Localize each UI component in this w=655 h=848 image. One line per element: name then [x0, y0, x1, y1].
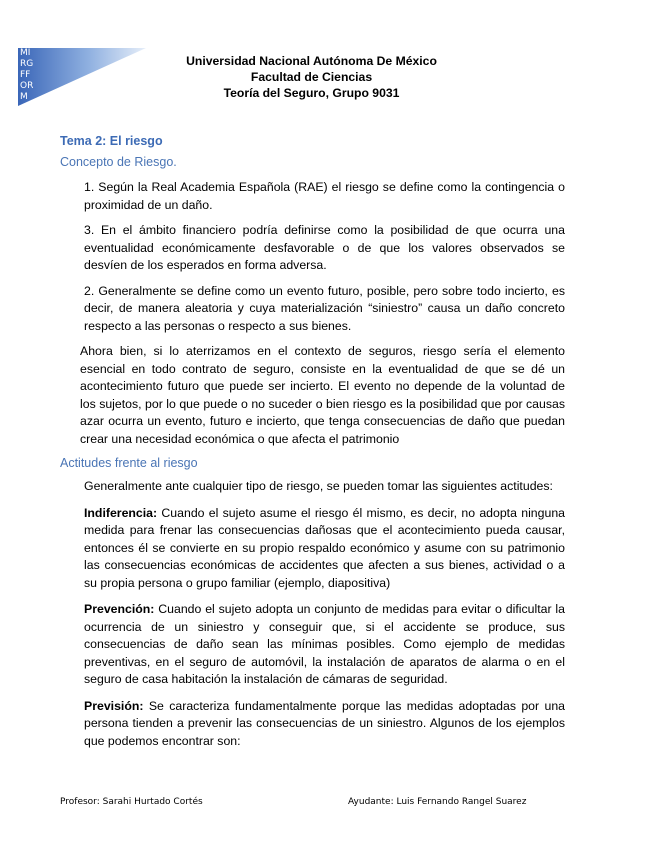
definition-item: 3. En el ámbito financiero podría definirse como la posibilidad de que ocurra una eventualidad económicamente desfavorable o de que los valores observados se desvíen de los esperados en forma adversa.: [84, 223, 565, 272]
attitudes-intro: Generalmente ante cualquier tipo de riesgo, se pueden tomar las siguientes actitudes:: [84, 479, 553, 493]
definition-item: 1. Según la Real Academia Española (RAE) el riesgo se define como la contingencia o proximidad de un daño.: [84, 180, 565, 212]
course-name: Teoría del Seguro, Grupo 9031: [223, 86, 400, 100]
logo-line: OR: [20, 81, 34, 91]
logo-line: M: [20, 92, 28, 102]
attitude-text: Cuando el sujeto adopta un conjunto de medidas para evitar o dificultar la ocurrencia de un siniestro y conseguir que, si el accidente se produce, sus consecuencias de daño sean las mínimas posibles. Como ejemplo de medidas preventivas, en el seguro de automóvil, la instalación de aparatos de alarma o en el seguro de casa habitación la instalación de cámaras de seguridad.: [84, 602, 565, 686]
attitude-text: Cuando el sujeto asume el riesgo él mismo, es decir, no adopta ninguna medida para frenar las consecuencias dañosas que el acontecimiento pueda causar, entonces él se convierte en su propio respaldo económico y asume con su patrimonio las consecuencias económicas de accidentes que afecten a sus bienes, actividad o a su propia persona o grupo familiar (ejemplo, diapositiva): [84, 505, 565, 590]
logo-line: RG: [20, 59, 34, 69]
footer-professor: Profesor: Sarahi Hurtado Cortés: [60, 797, 203, 807]
university-name: Universidad Nacional Autónoma De México: [186, 54, 437, 68]
attitude-indifference: [84, 505, 565, 593]
attitude-term: Indiferencia:: [84, 505, 158, 520]
attitude-text: Se caracteriza fundamentalmente porque las medidas adoptadas por una persona tienden a prevenir las consecuencias de un siniestro. Algunos de los ejemplos que podemos encontrar son:: [84, 698, 565, 748]
attitude-term: Prevención:: [84, 602, 155, 616]
document-header: [0, 53, 655, 101]
footer-assistant: Ayudante: Luis Fernando Rangel Suarez: [348, 797, 527, 807]
attitude-term: Previsión:: [84, 698, 144, 713]
logo-line: MI: [20, 48, 31, 58]
logo-line: FF: [20, 70, 31, 80]
topic-title: Tema 2: El riesgo: [60, 134, 163, 148]
insurance-context-paragraph: Ahora bien, si lo aterrizamos en el contexto de seguros, riesgo sería el elemento esencial en todo contrato de seguro, consiste en la eventualidad de que se dé un acontecimiento futuro que puede ser incierto. El evento no depende de la voluntad de los sujetos, por lo que puede o no suceder o bien riesgo es la posibilidad que por causas azar ocurra un evento, futuro e incierto, que tenga consecuencias de daño que puedan crear una necesidad económica o que afecta el patrimonio: [80, 344, 565, 446]
attitude-prevention: [84, 601, 565, 689]
attitude-foresight: [84, 698, 565, 751]
definition-item: 2. Generalmente se define como un evento futuro, posible, pero sobre todo incierto, es decir, de manera aleatoria y cuya materialización “siniestro” causa un daño concreto respecto a las personas o respecto a sus bienes.: [84, 283, 565, 333]
section-heading-attitudes: Actitudes frente al riesgo: [60, 456, 198, 470]
faculty-name: Facultad de Ciencias: [250, 70, 373, 84]
document-body: [60, 134, 565, 759]
section-heading-concept: Concepto de Riesgo.: [60, 155, 177, 169]
